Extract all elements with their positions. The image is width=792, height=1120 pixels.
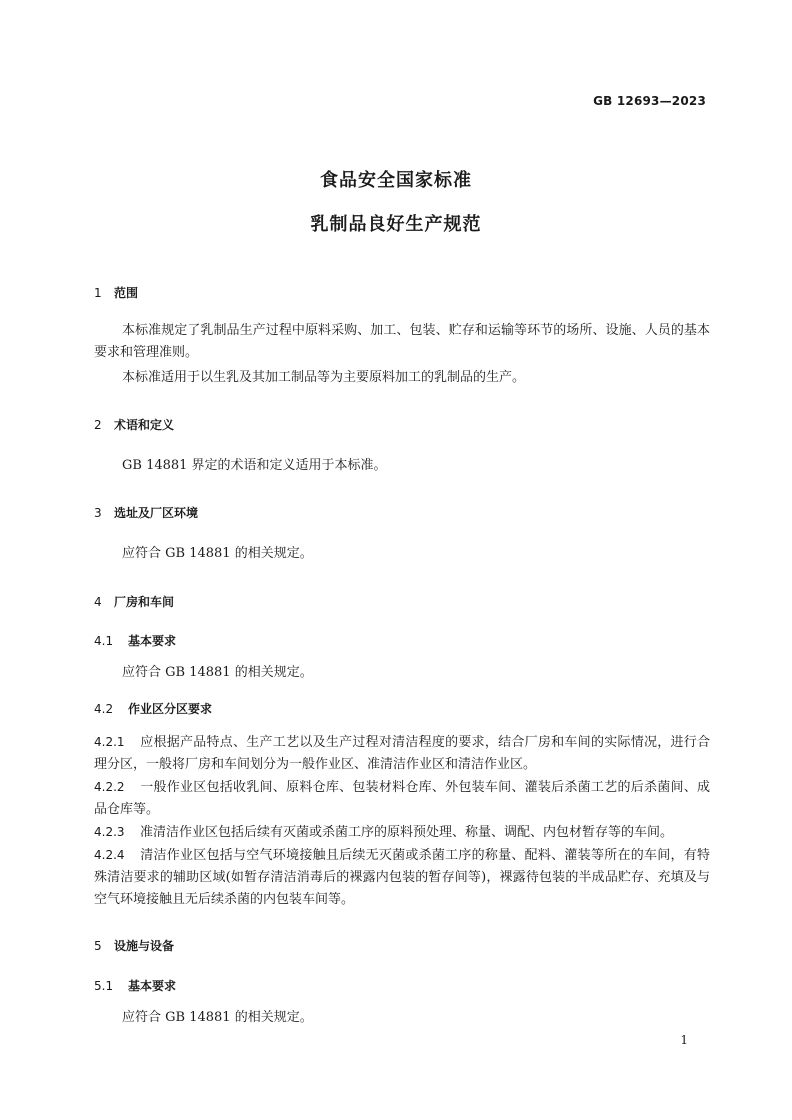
section-4-1-heading — [94, 632, 176, 649]
section-number: 1 — [94, 286, 102, 300]
section-1-paragraph-2: 本标准适用于以生乳及其加工制品等为主要原料加工的乳制品的生产。 — [122, 370, 526, 385]
clause-number: 4.2.1 — [94, 735, 125, 749]
section-4-1-paragraph-1: 应符合 GB 14881 的相关规定。 — [122, 665, 313, 680]
clause-number: 4.2.2 — [94, 780, 125, 794]
clause-4-2-4 — [94, 844, 710, 911]
section-2-paragraph-1: GB 14881 界定的术语和定义适用于本标准。 — [122, 458, 387, 473]
section-title: 设施与设备 — [114, 939, 175, 953]
clause-text: 准清洁作业区包括后续有灭菌或杀菌工序的原料预处理、称量、调配、内包材暂存等的车间。 — [140, 825, 674, 840]
section-number: 4.2 — [94, 702, 114, 716]
section-number: 4.1 — [94, 634, 114, 648]
section-5-1-paragraph-1: 应符合 GB 14881 的相关规定。 — [122, 1010, 313, 1025]
section-4-2-heading — [94, 700, 212, 717]
section-number: 3 — [94, 506, 102, 520]
section-3-heading — [94, 504, 198, 521]
section-title: 术语和定义 — [114, 418, 175, 432]
document-title: 食品安全国家标准 — [320, 170, 472, 191]
section-number: 5 — [94, 939, 102, 953]
clause-4-2-3 — [94, 821, 710, 844]
section-3-paragraph-1: 应符合 GB 14881 的相关规定。 — [122, 546, 313, 561]
page-number: 1 — [680, 1033, 688, 1047]
section-title: 作业区分区要求 — [128, 702, 213, 716]
section-5-heading — [94, 937, 174, 954]
section-number: 5.1 — [94, 979, 114, 993]
section-1-paragraph-1: 本标准规定了乳制品生产过程中原料采购、加工、包装、贮存和运输等环节的场所、设施、人员的基本要求和管理准则。 — [94, 323, 710, 360]
document-subtitle: 乳制品良好生产规范 — [310, 214, 482, 235]
clause-4-2-1 — [94, 731, 710, 776]
standard-number: GB 12693—2023 — [593, 94, 706, 108]
section-5-1-heading — [94, 977, 176, 994]
section-number: 2 — [94, 418, 102, 432]
section-title: 基本要求 — [128, 634, 177, 648]
section-title: 基本要求 — [128, 979, 177, 993]
clause-4-2-2 — [94, 776, 710, 821]
clause-text: 一般作业区包括收乳间、原料仓库、包装材料仓库、外包装车间、灌装后杀菌工艺的后杀菌间、成品仓库等。 — [94, 780, 710, 817]
section-title: 范围 — [114, 286, 139, 300]
section-2-heading — [94, 416, 174, 433]
section-title: 厂房和车间 — [114, 595, 175, 609]
clause-number: 4.2.4 — [94, 848, 125, 862]
clause-text: 清洁作业区包括与空气环境接触且后续无灭菌或杀菌工序的称量、配料、灌装等所在的车间，有特殊清洁要求的辅助区域(如暂存清洁消毒后的裸露内包装的暂存间等)，裸露待包装的半成品贮存、充填及与空气环境接触且无后续杀菌的内包装车间等。 — [94, 848, 710, 907]
section-number: 4 — [94, 595, 102, 609]
section-title: 选址及厂区环境 — [114, 506, 199, 520]
clause-number: 4.2.3 — [94, 825, 125, 839]
section-4-heading — [94, 593, 174, 610]
clause-text: 应根据产品特点、生产工艺以及生产过程对清洁程度的要求，结合厂房和车间的实际情况，进行合理分区，一般将厂房和车间划分为一般作业区、准清洁作业区和清洁作业区。 — [94, 735, 710, 772]
section-1-heading — [94, 284, 138, 301]
